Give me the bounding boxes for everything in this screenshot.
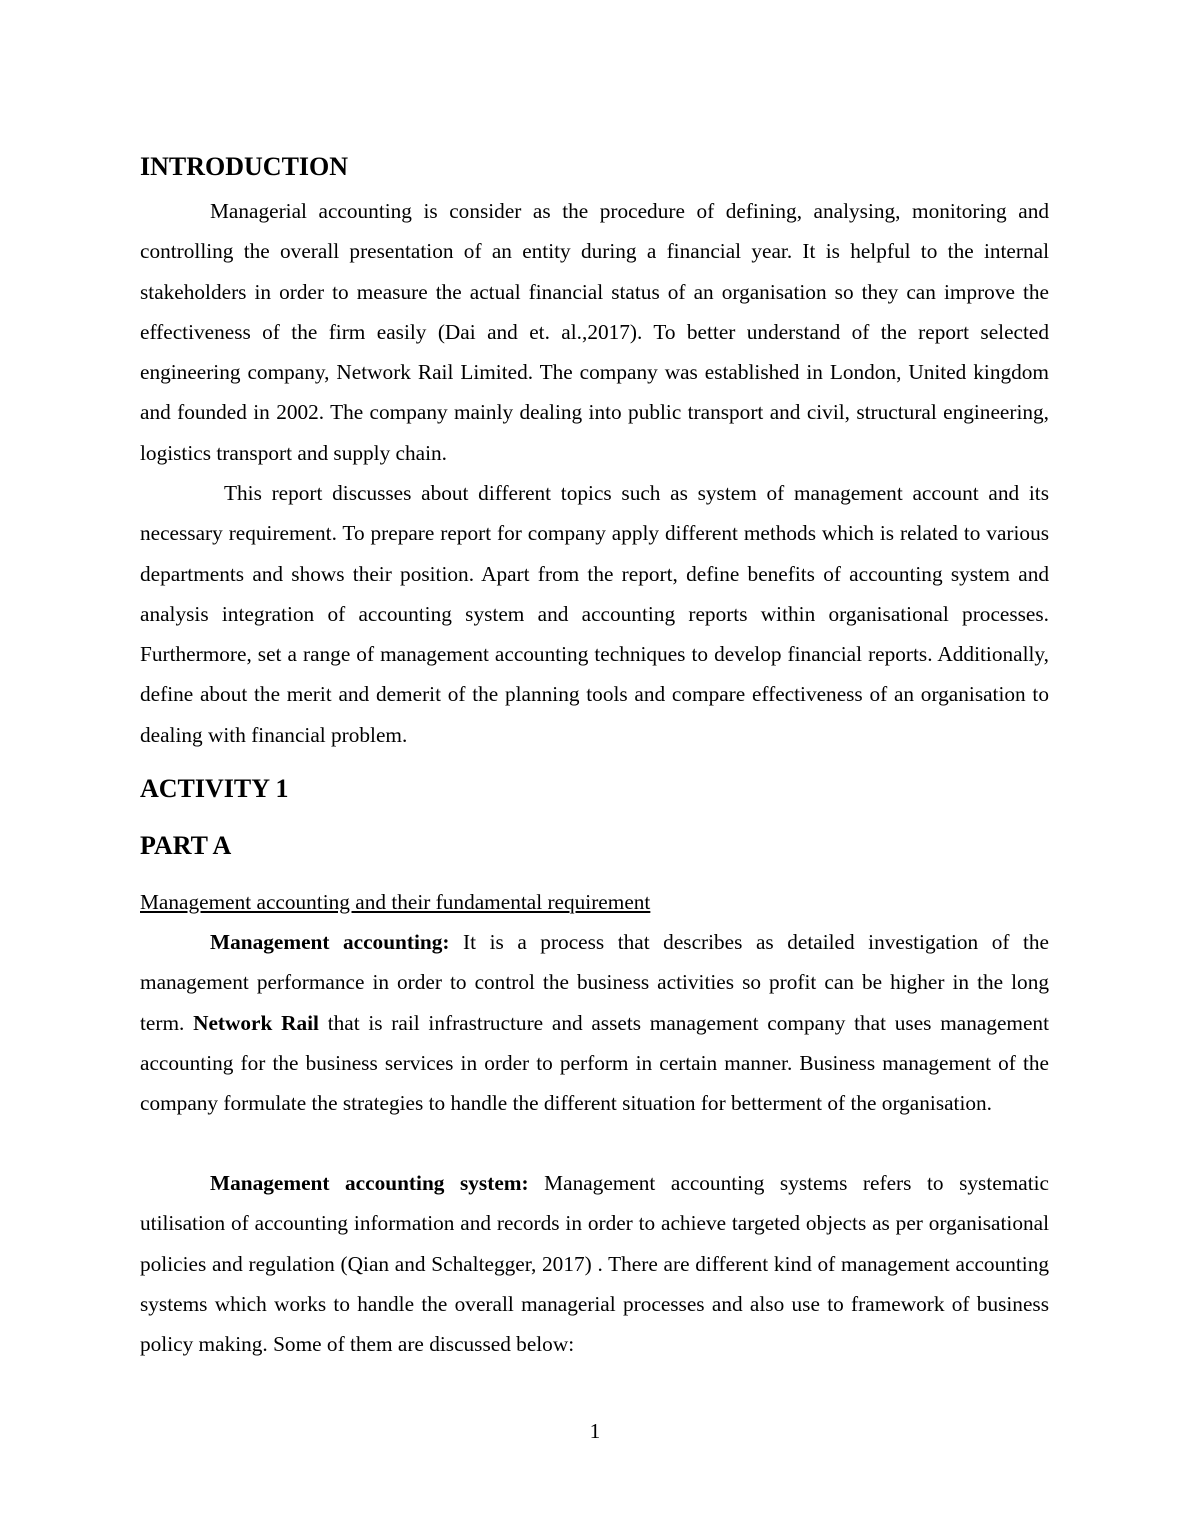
- management-accounting-system-paragraph: [140, 1163, 1049, 1364]
- management-accounting-text-b: that is rail infrastructure and assets management company that uses management accounting for the business services in order to perform in certain manner. Business management of the company formulate the strategies to handle the different situation for betterment of the organisation.: [140, 1010, 1050, 1116]
- introduction-paragraph-1: Managerial accounting is consider as the procedure of defining, analysing, monitoring and controlling the overall presentation of an entity during a financial year. It is helpful to the internal stakeholders in order to measure the actual financial status of an organisation so they can improve the effectiveness of the firm easily (Dai and et. al.,2017). To better understand of the report selected engineering company, Network Rail Limited. The company was established in London, United kingdom and founded in 2002. The company mainly dealing into public transport and civil, structural engineering, logistics transport and supply chain.: [140, 199, 1049, 465]
- section-subheading: Management accounting and their fundamental requirement: [140, 890, 651, 914]
- activity-heading: ACTIVITY 1: [140, 774, 289, 803]
- introduction-paragraph-2: This report discusses about different topics such as system of management account and its necessary requirement. To prepare report for company apply different methods which is related to various departments and shows their position. Apart from the report, define benefits of accounting system and analysis integration of accounting system and accounting reports within organisational processes. Furthermore, set a range of management accounting techniques to develop financial reports. Additionally, define about the merit and demerit of the planning tools and compare effectiveness of an organisation to dealing with financial problem.: [140, 481, 1049, 747]
- management-accounting-text-a: It is a process that describes as detailed investigation of the management performance in order to control the business activities so profit can be higher in the long term.: [140, 930, 1050, 1035]
- management-accounting-paragraph: [140, 922, 1049, 1123]
- management-accounting-system-term: Management accounting system:: [210, 1171, 529, 1195]
- introduction-heading: INTRODUCTION: [140, 152, 349, 181]
- page-number: 1: [589, 1419, 601, 1443]
- network-rail-term: Network Rail: [193, 1010, 319, 1035]
- management-accounting-system-text: Management accounting systems refers to systematic utilisation of accounting information and records in order to achieve targeted objects as per organisational policies and regulation (Qian and Schaltegger, 2017) . There are different kind of management accounting systems which works to handle the overall managerial processes and also use to framework of business policy making. Some of them are discussed below:: [140, 1171, 1049, 1357]
- part-a-heading: PART A: [140, 831, 232, 860]
- management-accounting-term: Management accounting:: [210, 930, 450, 954]
